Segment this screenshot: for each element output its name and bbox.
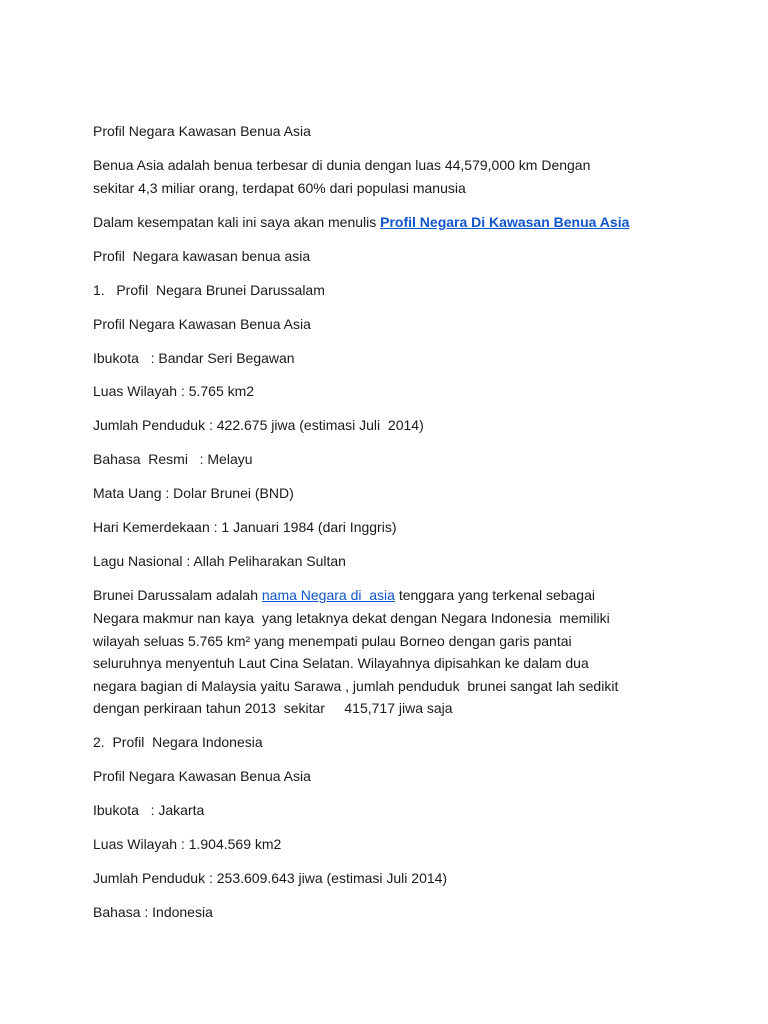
indonesia-subtitle: Profil Negara Kawasan Benua Asia: [93, 768, 311, 785]
indonesia-language: Bahasa : Indonesia: [93, 904, 213, 921]
document-body: [93, 120, 693, 935]
write-intro-paragraph: [93, 211, 693, 234]
brunei-desc-prefix: Brunei Darussalam adalah: [93, 587, 262, 604]
indonesia-population: Jumlah Penduduk : 253.609.643 jiwa (estimasi Juli 2014): [93, 870, 448, 887]
indonesia-area: Luas Wilayah : 1.904.569 km2: [93, 836, 282, 853]
intro-paragraph: Benua Asia adalah benua terbesar di dunia dengan luas 44,579,000 km Dengan sekitar 4,3 miliar orang, terdapat 60% dari populasi manusia: [93, 156, 591, 196]
brunei-heading: 1. Profil Negara Brunei Darussalam: [93, 281, 325, 298]
indonesia-capital: Ibukota : Jakarta: [93, 802, 205, 819]
brunei-independence: Hari Kemerdekaan : 1 Januari 1984 (dari Inggris): [93, 519, 397, 536]
brunei-subtitle: Profil Negara Kawasan Benua Asia: [93, 315, 311, 332]
brunei-anthem: Lagu Nasional : Allah Peliharakan Sultan: [93, 553, 346, 570]
write-intro-text: Dalam kesempatan kali ini saya akan menulis: [93, 213, 381, 230]
document-title: Profil Negara Kawasan Benua Asia: [93, 123, 311, 139]
brunei-currency: Mata Uang : Dolar Brunei (BND): [93, 485, 294, 502]
brunei-capital: Ibukota : Bandar Seri Begawan: [93, 349, 295, 366]
brunei-population: Jumlah Penduduk : 422.675 jiwa (estimasi Juli 2014): [93, 417, 424, 434]
profil-negara-link[interactable]: Profil Negara Di Kawasan Benua Asia: [380, 213, 630, 230]
brunei-area: Luas Wilayah : 5.765 km2: [93, 383, 255, 400]
indonesia-heading: 2. Profil Negara Indonesia: [93, 734, 263, 751]
brunei-desc-rest: tenggara yang terkenal sebagai Negara makmur nan kaya yang letaknya dekat dengan Negara Indonesia memiliki wilayah seluas 5.765 km² yang menempati pulau Borneo dengan garis pantai seluruhnya menyentuh Laut Cina Selatan. Wilayahnya dipisahkan ke dalam dua negara bagian di Malaysia yaitu Sarawa , jumlah penduduk brunei sangat lah sedikit dengan perkiraan tahun 2013 sekitar 415,717 jiwa saja: [93, 587, 619, 717]
brunei-description: [93, 584, 693, 720]
brunei-language: Bahasa Resmi : Melayu: [93, 451, 253, 468]
section-heading: Profil Negara kawasan benua asia: [93, 247, 311, 264]
nama-negara-link[interactable]: nama Negara di asia: [261, 587, 395, 604]
